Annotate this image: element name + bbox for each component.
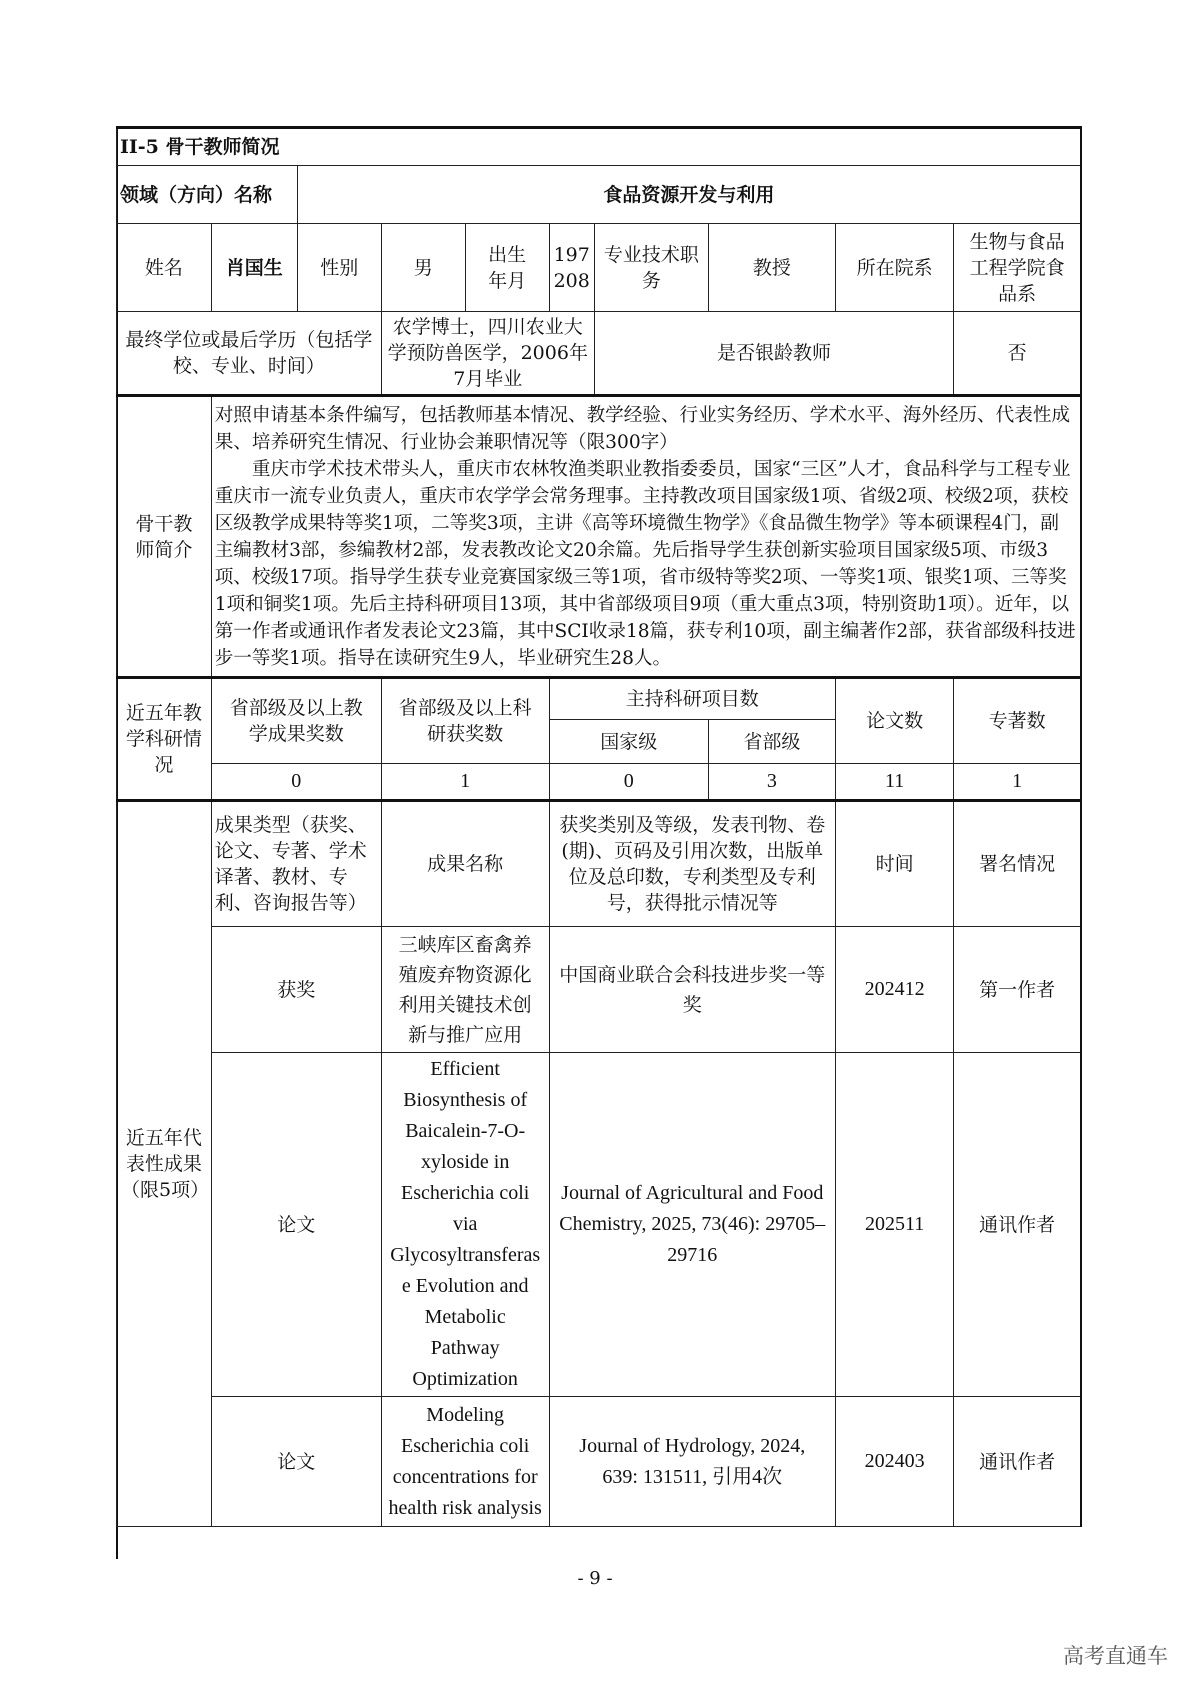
- teacher-profile-table: [116, 126, 1082, 1527]
- name-label: 姓名: [117, 224, 212, 312]
- stats-teaching-header: 省部级及以上教学成果奖数: [211, 678, 381, 764]
- achievement-sign: 通讯作者: [954, 1053, 1081, 1397]
- achievements-sign-header: 署名情况: [954, 801, 1081, 927]
- stats-national-header: 国家级: [549, 720, 708, 764]
- stats-research-value: 1: [381, 764, 549, 801]
- watermark-text: 高考直通车: [1063, 1644, 1168, 1668]
- achievements-type-header: 成果类型（获奖、论文、专著、学术译著、教材、专利、咨询报告等）: [211, 801, 381, 927]
- achievement-sign: 通讯作者: [954, 1397, 1081, 1527]
- silver-value: 否: [954, 312, 1081, 396]
- degree-value: 农学博士，四川农业大学预防兽医学，2006年7月毕业: [381, 312, 594, 396]
- achievement-type: 论文: [211, 1397, 381, 1527]
- teacher-profile-sheet: [116, 126, 1082, 1559]
- dept-value: 生物与食品工程学院食品系: [954, 224, 1081, 312]
- degree-label: 最终学位或最后学历（包括学校、专业、时间）: [117, 312, 382, 396]
- achievement-name: Efficient Biosynthesis of Baicalein-7-O-xyloside in Escherichia coli via Glycosyltransferase Evolution and Metabolic Pathway Optimization: [381, 1053, 549, 1397]
- title-value: 教授: [708, 224, 835, 312]
- stats-label: 近五年教学科研情况: [117, 678, 212, 801]
- stats-books-value: 1: [954, 764, 1081, 801]
- stats-research-header: 省部级及以上科研获奖数: [381, 678, 549, 764]
- achievement-type: 论文: [211, 1053, 381, 1397]
- achievement-detail: 中国商业联合会科技进步奖一等奖: [549, 927, 835, 1053]
- achievements-detail-header: 获奖类别及等级，发表刊物、卷(期)、页码及引用次数，出版单位及总印数，专利类型及专利号，获得批示情况等: [549, 801, 835, 927]
- achievement-name: 三峡库区畜禽养殖废弃物资源化利用关键技术创新与推广应用: [381, 927, 549, 1053]
- page-number: - 9 -: [577, 1568, 613, 1589]
- table-row: [117, 927, 1082, 1053]
- achievement-time: 202511: [835, 1053, 953, 1397]
- achievement-detail: Journal of Agricultural and Food Chemistry, 2025, 73(46): 29705–29716: [549, 1053, 835, 1397]
- stats-papers-header: 论文数: [835, 678, 953, 764]
- intro-label: 骨干教师简介: [117, 396, 212, 678]
- stats-national-value: 0: [549, 764, 708, 801]
- table-row: [117, 1397, 1082, 1527]
- birth-label: 出生年月: [465, 224, 549, 312]
- achievements-label: 近五年代表性成果（限5项）: [117, 801, 212, 1527]
- achievement-time: 202412: [835, 927, 953, 1053]
- achievements-name-header: 成果名称: [381, 801, 549, 927]
- achievement-name: Modeling Escherichia coli concentrations for health risk analysis: [381, 1397, 549, 1527]
- achievement-sign: 第一作者: [954, 927, 1081, 1053]
- field-value: 食品资源开发与利用: [297, 166, 1081, 224]
- name-value: 肖国生: [211, 224, 297, 312]
- birth-value: 197208: [549, 224, 594, 312]
- field-label: 领域（方向）名称: [117, 166, 298, 224]
- achievement-detail: Journal of Hydrology, 2024, 639: 131511, 引用4次: [549, 1397, 835, 1527]
- stats-books-header: 专著数: [954, 678, 1081, 764]
- stats-papers-value: 11: [835, 764, 953, 801]
- intro-text: 重庆市学术技术带头人，重庆市农林牧渔类职业教指委委员，国家“三区”人才，食品科学与工程专业重庆市一流专业负责人，重庆市农学学会常务理事。主持教改项目国家级1项、省级2项、校级2项，获校区级教学成果特等奖1项，二等奖3项，主讲《高等环境微生物学》《食品微生物学》等本硕课程4门，副主编教材3部，参编教材2部，发表教改论文20余篇。先后指导学生获创新实验项目国家级5项、市级3项、校级17项。指导学生获专业竞赛国家级三等1项，省市级特等奖2项、一等奖1项、银奖1项、三等奖1项和铜奖1项。先后主持科研项目13项，其中省部级项目9项（重大重点3项，特别资助1项）。近年，以第一作者或通讯作者发表论文23篇，其中SCI收录18篇，获专利10项，副主编著作2部，获省部级科技进步一等奖1项。指导在读研究生9人，毕业研究生28人。: [214, 458, 1076, 669]
- table-row: [117, 1053, 1082, 1397]
- stats-provincial-header: 省部级: [708, 720, 835, 764]
- intro-cell: [211, 396, 1081, 678]
- section-title: II-5 骨干教师简况: [117, 128, 1082, 166]
- silver-label: 是否银龄教师: [594, 312, 953, 396]
- achievements-time-header: 时间: [835, 801, 953, 927]
- stats-projects-header: 主持科研项目数: [549, 678, 835, 720]
- dept-label: 所在院系: [835, 224, 953, 312]
- gender-label: 性别: [297, 224, 381, 312]
- intro-instruction: 对照申请基本条件编写，包括教师基本情况、教学经验、行业实务经历、学术水平、海外经历、代表性成果、培养研究生情况、行业协会兼职情况等（限300字）: [214, 404, 1071, 453]
- stats-provincial-value: 3: [708, 764, 835, 801]
- achievement-time: 202403: [835, 1397, 953, 1527]
- stats-teaching-value: 0: [211, 764, 381, 801]
- achievement-type: 获奖: [211, 927, 381, 1053]
- gender-value: 男: [381, 224, 465, 312]
- title-label: 专业技术职务: [594, 224, 708, 312]
